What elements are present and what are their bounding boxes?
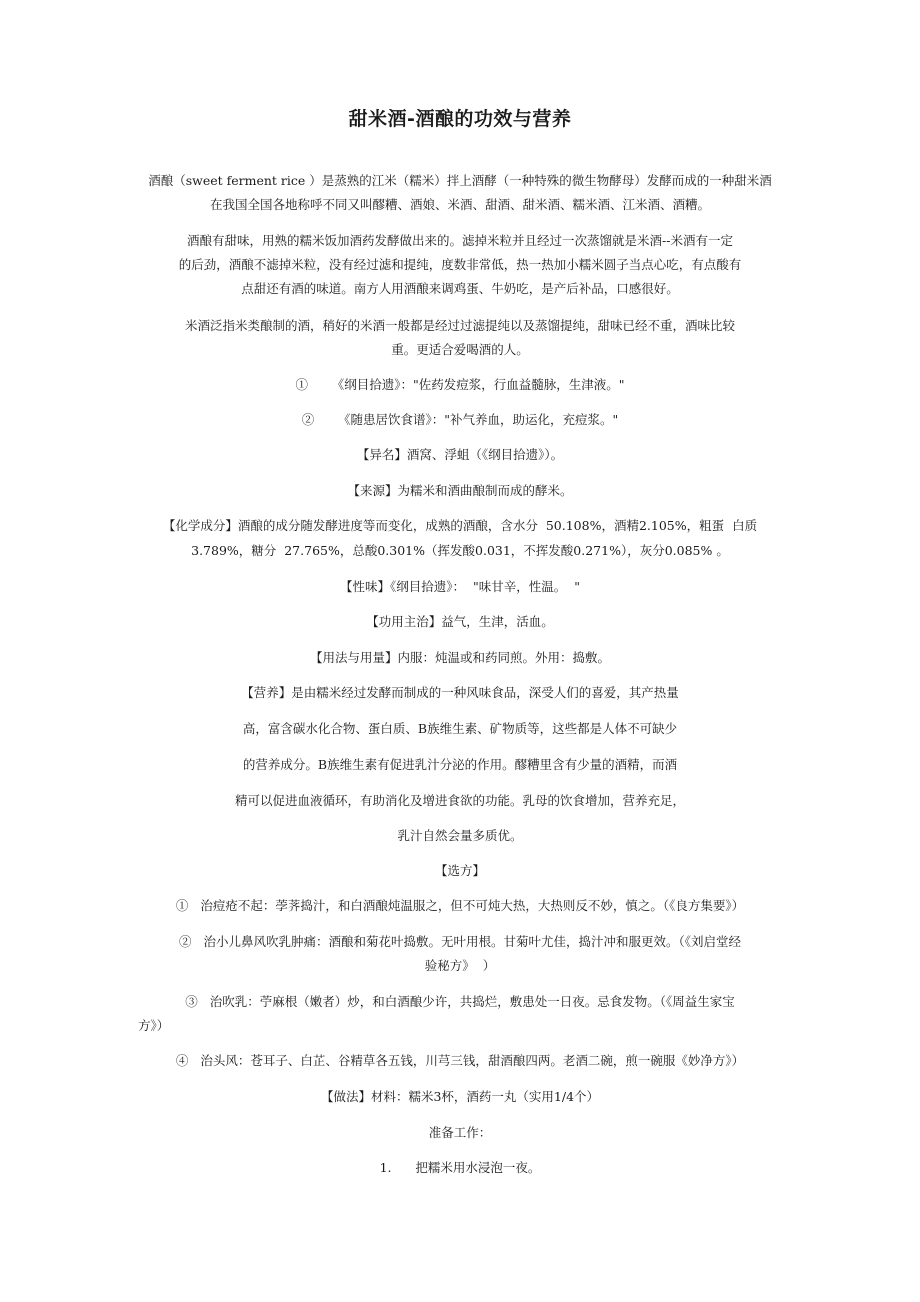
text-line: 的后劲，酒酿不滤掉米粒，没有经过滤和提纯，度数非常低，热一热加小糯米圆子当点心吃，有点酸有 xyxy=(178,257,742,272)
text-line: 【异名】酒窝、浮蛆（《纲目拾遗》）。 xyxy=(356,447,564,462)
text-line: 酒酿（sweet ferment rice ）是蒸熟的江米（糯米）拌上酒酵（一种特殊的微生物酵母）发酵而成的一种甜米酒 xyxy=(148,173,772,188)
text-line: ① 治痘疮不起：荸荠捣汁，和白酒酿炖温服之，但不可炖大热，大热则反不妙，慎之。（《良方集要》） xyxy=(175,898,745,913)
text-line: 酒酿有甜味，用熟的糯米饭加酒药发酵做出来的。滤掉米粒并且经过一次蒸馏就是米酒--米酒有一定 xyxy=(187,233,733,248)
text-line: 1. 把糯米用水浸泡一夜。 xyxy=(379,1160,541,1175)
text-line: 米酒泛指米类酿制的酒，稍好的米酒一般都是经过过滤提纯以及蒸馏提纯，甜味已经不重，酒味比较 xyxy=(184,318,735,333)
text-line: 在我国全国各地称呼不同又叫醪糟、酒娘、米酒、甜酒、甜米酒、糯米酒、江米酒、酒糟。 xyxy=(209,197,710,212)
text-line: 的营养成分。B族维生素有促进乳汁分泌的作用。醪糟里含有少量的酒精，而酒 xyxy=(242,757,678,772)
text-line: 【功用主治】益气，生津，活血。 xyxy=(366,614,554,629)
document-title: 甜米酒-酒酿的功效与营养 xyxy=(348,108,572,130)
text-line: ④ 治头风：苍耳子、白芷、谷精草各五钱，川芎三钱，甜酒酿四两。老酒二碗，煎一碗服《妙净方》） xyxy=(175,1053,745,1068)
text-line: 【选方】 xyxy=(434,863,485,878)
text-line: ② 治小儿鼻风吹乳肿痛：酒酿和菊花叶捣敷。无叶用根。甘菊叶尤佳，捣汁冲和服更效。（《刘启堂经 xyxy=(179,934,741,949)
text-line: 【用法与用量】内服：炖温或和药同煎。外用：捣敷。 xyxy=(309,650,610,665)
text-line: 验秘方》 ） xyxy=(424,958,496,973)
text-line: ② 《随患居饮食谱》："补气养血，助运化，充痘浆。" xyxy=(301,412,619,427)
text-line: 【营养】是由糯米经过发酵而制成的一种风味食品，深受人们的喜爱，其产热量 xyxy=(241,685,679,700)
text-line: ③ 治吹乳：苧麻根（嫩者）炒，和白酒酿少许，共捣烂，敷患处一日夜。忌食发物。（《周益生家宝 xyxy=(185,994,735,1009)
text-line: 重。更适合爱喝酒的人。 xyxy=(391,342,529,357)
text-line: 【性味】《纲目拾遗》： "味甘辛，性温。 " xyxy=(340,579,580,594)
text-line: 乳汁自然会量多质优。 xyxy=(397,828,523,843)
text-line: 精可以促进血液循环，有助消化及增进食欲的功能。乳母的饮食增加，营养充足， xyxy=(234,793,685,808)
text-line: 点甜还有酒的味道。南方人用酒酿来调鸡蛋、牛奶吃，是产后补品，口感很好。 xyxy=(241,281,679,296)
text-line: 高，富含碳水化合物、蛋白质、B族维生素、矿物质等，这些都是人体不可缺少 xyxy=(242,721,678,736)
text-line: 【化学成分】酒酿的成分随发酵进度等而变化，成熟的酒酿，含水分 50.108%，酒精2.105%，粗蛋 白质 xyxy=(162,518,758,533)
text-line: 【来源】为糯米和酒曲酿制而成的酵米。 xyxy=(347,483,573,498)
text-line: 【做法】材料：糯米3杯，酒药一丸（实用1/4个） xyxy=(320,1089,600,1104)
text-line: 方》） xyxy=(138,1018,170,1033)
text-line: 准备工作： xyxy=(428,1125,492,1140)
text-line: ① 《纲目拾遗》："佐药发痘浆，行血益髓脉，生津液。" xyxy=(295,377,625,392)
text-line: 3.789%，糖分 27.765%，总酸0.301%（挥发酸0.031，不挥发酸0.271%），灰分0.085% 。 xyxy=(191,543,729,558)
